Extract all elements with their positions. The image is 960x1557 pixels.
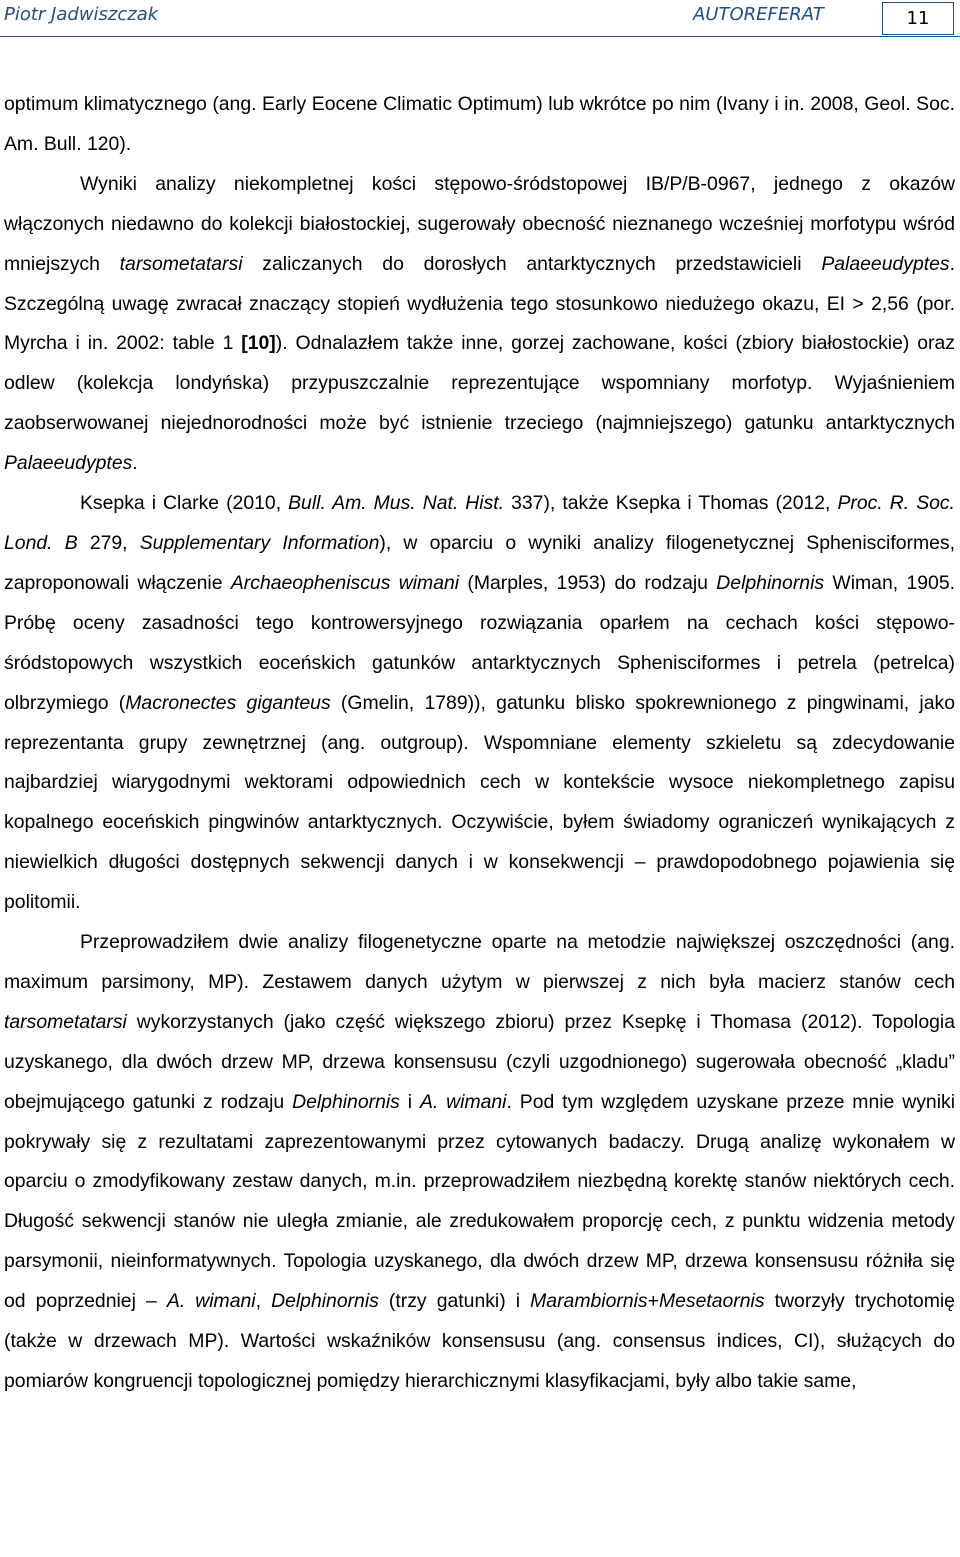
text: + (647, 1290, 659, 1313)
text: ), w oparciu o wyniki analizy filogenetycznej Sphenisciformes, zaproponowali włączenie (4, 531, 955, 594)
italic-term: Proc. R. Soc. Lond. B (4, 492, 955, 554)
text: 279, (77, 531, 140, 554)
italic-term: Delphinornis (271, 1290, 379, 1313)
text: Wyniki analizy niekompletnej kości stępowo-śródstopowej IB/P/B-0967, jednego z okazów włączonych niedawno do kolekcji białostockiej, sugerowały obecność nieznanego wcześniej morfotypu wśród mniejszych (4, 172, 955, 275)
header-rule (0, 36, 960, 37)
italic-term: tarsometatarsi (4, 1010, 127, 1033)
italic-term: Palaeeudyptes (821, 252, 950, 275)
header-author: Piotr Jadwiszczak (4, 4, 159, 25)
italic-term: A. wimani (166, 1290, 256, 1313)
page-number: 11 (906, 8, 930, 29)
paragraph-4 (4, 923, 955, 1402)
italic-term: Supplementary Information (139, 531, 380, 554)
text: zaliczanych do dorosłych antarktycznych przedstawicieli (242, 252, 822, 275)
text: (trzy gatunki) i (378, 1290, 531, 1313)
text: , (255, 1290, 272, 1313)
text: Przeprowadziłem dwie analizy filogenetyczne oparte na metodzie największej oszczędności (ang. maximum parsimony, MP). Zestawem danych użytym w pierwszej z nich była macierz stanów cech (4, 931, 955, 993)
text: Ksepka i Clarke (2010, (80, 492, 289, 515)
italic-term: Macronectes giganteus (125, 691, 331, 714)
paragraph-3 (4, 484, 955, 923)
page-header (0, 0, 960, 40)
text: Wiman, 1905. Próbę oceny zasadności tego kontrowersyjnego rozwiązania oparłem na cechach kości stępowo-śródstopowych wszystkich eoceńskich gatunków antarktycznych Sphenisciformes i petrela (petrelca) olbrzymiego ( (4, 571, 955, 714)
italic-term: A. wimani (419, 1090, 507, 1113)
paragraph-1 (4, 85, 955, 165)
text: . Szczególną uwagę zwracał znaczący stopień wydłużenia tego stosunkowo niedużego okazu, EI > 2,56 (por. Myrcha i in. 2002: table 1 (4, 252, 955, 355)
text: i (399, 1090, 420, 1113)
text: optimum klimatycznego (ang. Early Eocene Climatic Optimum) lub wkrótce po nim (Ivany i in. 2008, Geol. Soc. Am. Bull. 120). (4, 93, 955, 155)
text: (Gmelin, 1789)), gatunku blisko spokrewnionego z pingwinami, jako reprezentanta grupy zewnętrznej (ang. outgroup). Wspomniane elementy szkieletu są zdecydowanie najbardziej wiarygodnymi wektorami odpowiednich cech w kontekście wysoce niekompletnego zapisu kopalnego eoceńskich pingwinów antarktycznych. Oczywiście, byłem świadomy ograniczeń wynikających z niewielkich długości dostępnych sekwencji danych i w konsekwencji – prawdopodobnego pojawienia się politomii. (4, 691, 955, 914)
italic-term: Marambiornis (530, 1290, 648, 1313)
text: (Marples, 1953) do rodzaju (459, 571, 717, 594)
text: wykorzystanych (jako część większego zbioru) przez Ksepkę i Thomasa (2012). Topologia uzyskanego, dla dwóch drzew MP, drzewa konsensusu (czyli uzgodnionego) sugerowała obecność „kladu” obejmującego gatunki z rodzaju (4, 1010, 955, 1113)
italic-term: Bull. Am. Mus. Nat. Hist. (288, 492, 505, 515)
italic-term: Delphinornis (292, 1090, 400, 1113)
header-title: AUTOREFERAT (693, 4, 824, 25)
document-body (4, 85, 955, 1402)
italic-term: Mesetaornis (658, 1290, 765, 1313)
text: 337), także Ksepka i Thomas (2012, (504, 492, 838, 515)
italic-term: tarsometatarsi (119, 252, 243, 275)
text: tworzyły trychotomię (także w drzewach MP). Wartości wskaźników konsensusu (ang. consensus indices, CI), służących do pomiarów kongruencji topologicznej pomiędzy hierarchicznymi klasyfikacjami, były albo takie same, (4, 1290, 955, 1392)
italic-term: Archaeopheniscus wimani (230, 571, 460, 594)
bold-reference: [10] (241, 332, 276, 355)
italic-term: Delphinornis (716, 571, 825, 594)
text: . (132, 452, 138, 475)
page-number-box (882, 2, 954, 35)
paragraph-2 (4, 165, 955, 484)
text: ). Odnalazłem także inne, gorzej zachowane, kości (zbiory białostockie) oraz odlew (kolekcja londyńska) przypuszczalnie reprezentujące wspomniany morfotyp. Wyjaśnieniem zaobserwowanej niejednorodności może być istnienie trzeciego (najmniejszego) gatunku antarktycznych (4, 332, 955, 435)
text: . Pod tym względem uzyskane przeze mnie wyniki pokrywały się z rezultatami zaprezentowanymi przez cytowanych badaczy. Drugą analizę wykonałem w oparciu o zmodyfikowany zestaw danych, m.in. przeprowadziłem niezbędną korektę stanów niektórych cech. Długość sekwencji stanów nie uległa zmianie, ale zredukowałem proporcję cech, z punktu widzenia metody parsymonii, nieinformatywnych. Topologia uzyskanego, dla dwóch drzew MP, drzewa konsensusu różniła się od poprzedniej – (4, 1090, 956, 1313)
italic-term: Palaeeudyptes (4, 452, 133, 475)
